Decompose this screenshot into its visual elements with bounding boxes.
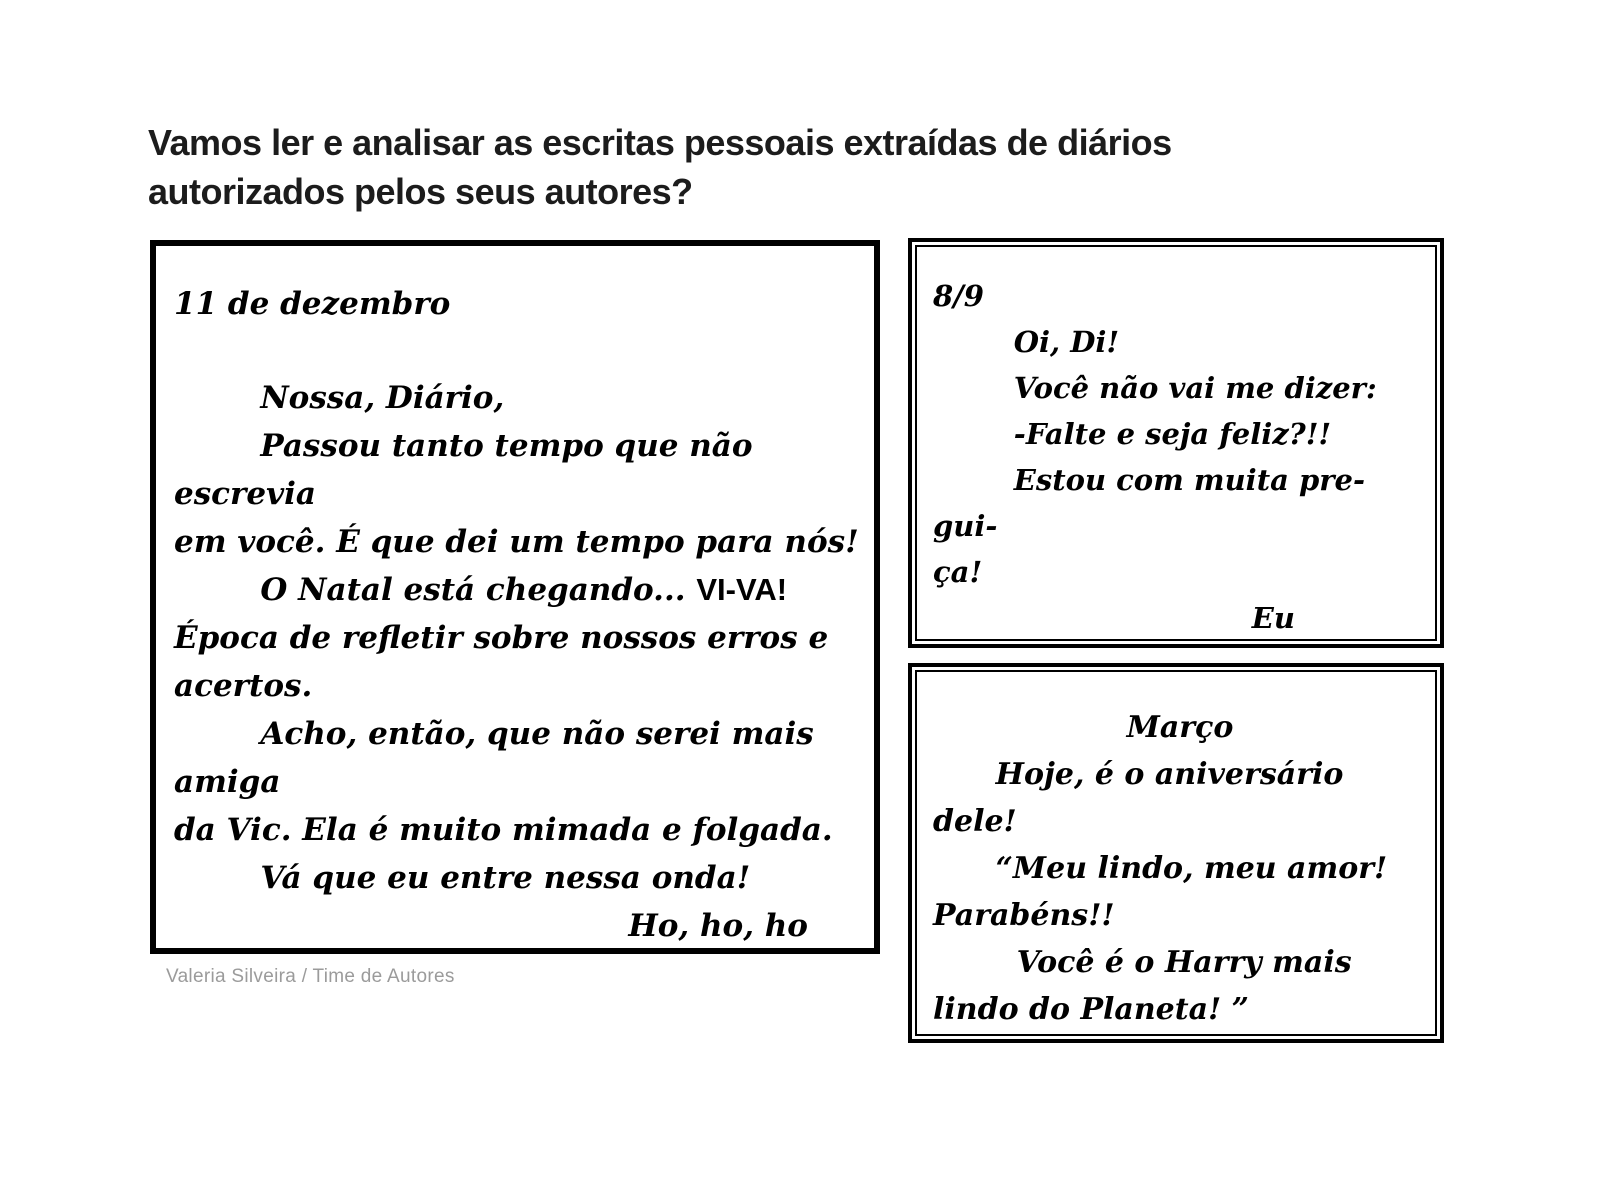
diary-december-viva-text: VI-VA!: [696, 572, 788, 607]
diary-march-line: Hoje, é o aniversário dele!: [933, 757, 1354, 839]
diary-december-line: acertos.: [174, 668, 313, 704]
diary-march-line: lindo do Planeta! ”: [933, 992, 1249, 1027]
diary-december-line: Vá que eu entre nessa onda!: [174, 860, 751, 896]
page-title-line-1: Vamos ler e analisar as escritas pessoais extraídas de diários: [148, 122, 1172, 163]
diary-december-line: da Vic. Ela é muito mimada e folgada.: [174, 812, 833, 848]
diary-entry-8-9-card: [908, 238, 1444, 648]
diary-8-9-date: 8/9: [933, 279, 984, 313]
diary-december-line: [174, 566, 864, 614]
diary-december-line: Nossa, Diário,: [174, 380, 505, 416]
diary-march-line: Parabéns!!: [933, 898, 1115, 933]
diary-december-signoff: Ho, ho, ho: [628, 908, 808, 944]
diary-december-line: Época de refletir sobre nossos erros e: [174, 620, 829, 656]
diary-entry-march-content: [915, 670, 1437, 1036]
page-title-line-2: autorizados pelos seus autores?: [148, 171, 693, 212]
diary-march-line: “Meu lindo, meu amor!: [933, 851, 1388, 886]
diary-8-9-line: Oi, Di!: [933, 325, 1120, 359]
diary-8-9-line: Você não vai me dizer:: [933, 371, 1377, 405]
diary-march-heading: Março: [1126, 710, 1234, 745]
diary-entry-december-card: [150, 240, 880, 954]
author-credit: Valeria Silveira / Time de Autores: [166, 966, 455, 987]
diary-march-line: Você é o Harry mais: [933, 945, 1352, 980]
diary-december-line: Passou tanto tempo que não escrevia: [174, 428, 764, 512]
page-title: [148, 118, 1408, 216]
diary-december-line: em você. É que dei um tempo para nós!: [174, 524, 859, 560]
diary-december-date: 11 de dezembro: [174, 286, 451, 322]
diary-8-9-line: Estou com muita pre-gui-: [933, 463, 1366, 543]
diary-8-9-line: ça!: [933, 555, 983, 589]
diary-8-9-signoff: Eu: [1251, 601, 1295, 635]
diary-december-line: Acho, então, que não serei mais amiga: [174, 716, 825, 800]
diary-december-natal-text: O Natal está chegando...: [174, 572, 697, 608]
diary-entry-march-card: [908, 663, 1444, 1043]
diary-8-9-line: -Falte e seja feliz?!!: [933, 417, 1332, 451]
diary-entry-8-9-content: [915, 245, 1437, 641]
